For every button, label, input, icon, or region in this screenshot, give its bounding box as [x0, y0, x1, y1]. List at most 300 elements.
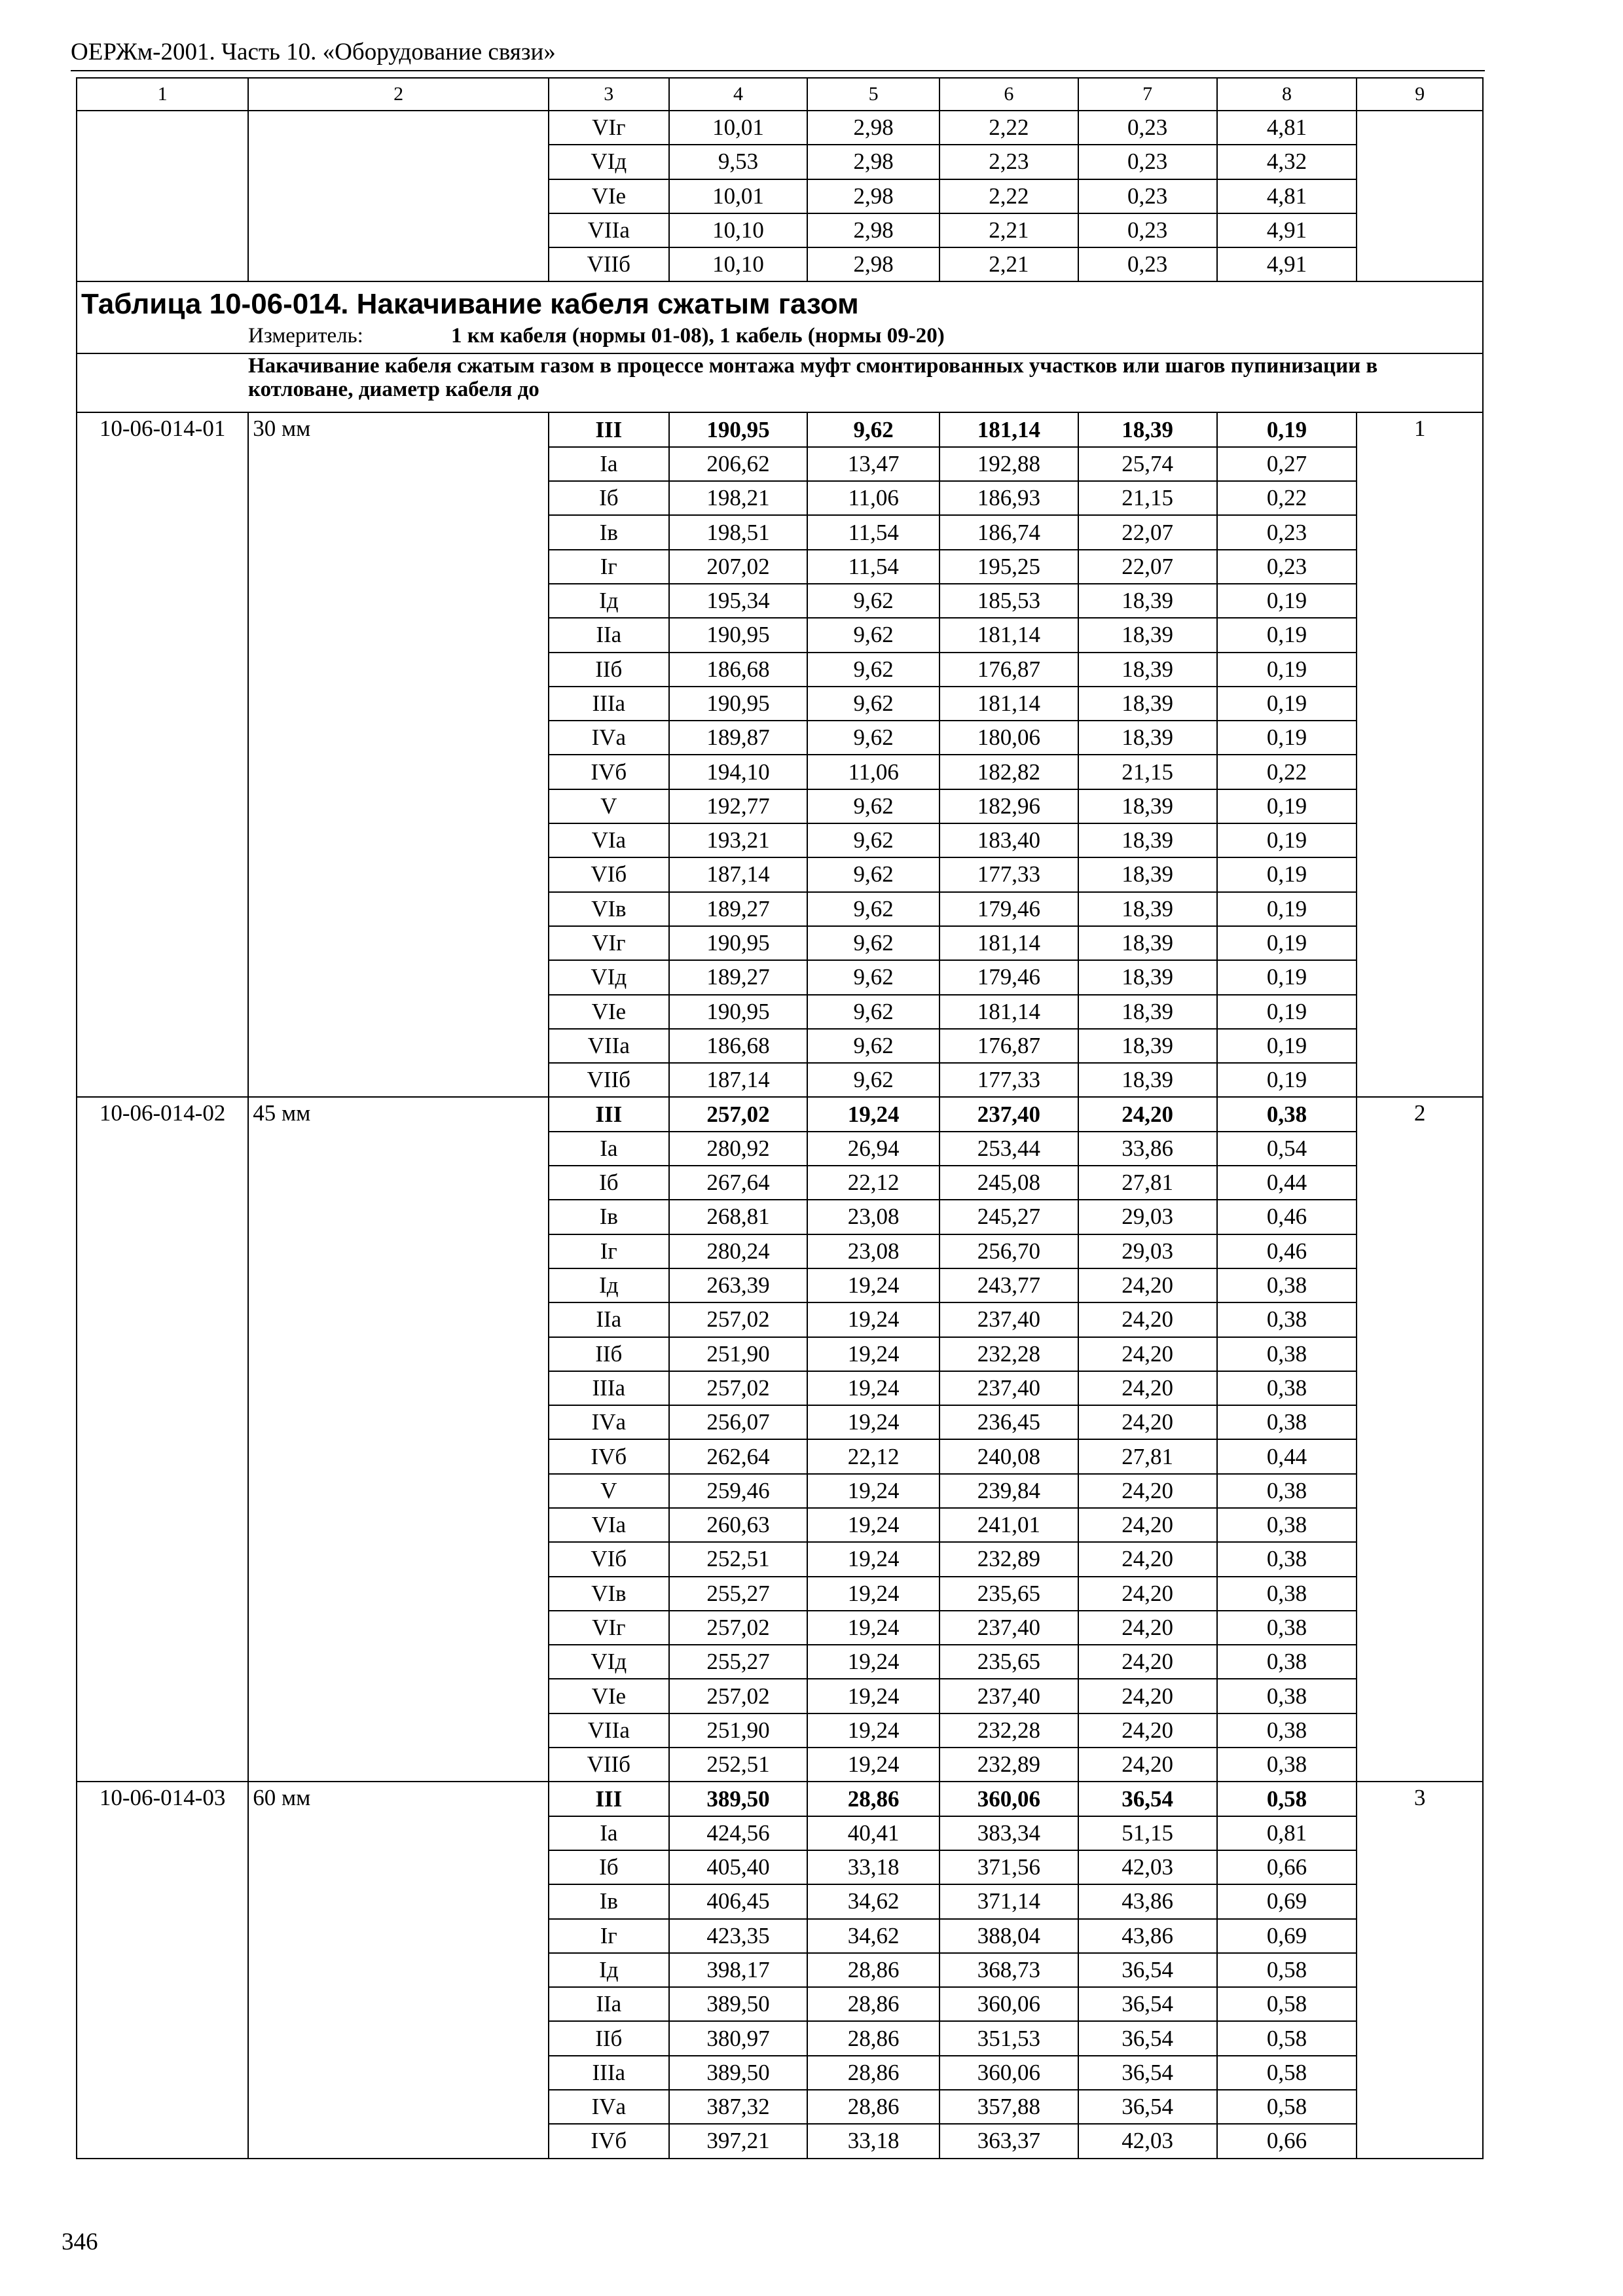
- value-cell: 36,54: [1078, 1782, 1217, 1816]
- value-cell: 0,81: [1217, 1816, 1357, 1850]
- value-cell: 180,06: [939, 721, 1078, 755]
- value-cell: 0,38: [1217, 1302, 1357, 1336]
- value-cell: 0,19: [1217, 823, 1357, 857]
- value-cell: 424,56: [669, 1816, 808, 1850]
- norm-code: 10-06-014-03: [77, 1782, 248, 2158]
- value-cell: 22,12: [807, 1439, 939, 1473]
- value-cell: 0,69: [1217, 1884, 1357, 1918]
- value-cell: 24,20: [1078, 1474, 1217, 1508]
- value-cell: 18,39: [1078, 1063, 1217, 1097]
- value-cell: 189,27: [669, 892, 808, 926]
- value-cell: 0,38: [1217, 1097, 1357, 1131]
- value-cell: 357,88: [939, 2090, 1078, 2124]
- value-cell: 0,19: [1217, 584, 1357, 618]
- value-cell: 257,02: [669, 1611, 808, 1645]
- value-cell: VIе: [549, 179, 669, 213]
- value-cell: IVб: [549, 1439, 669, 1473]
- value-cell: VIд: [549, 1645, 669, 1679]
- value-cell: 23,08: [807, 1200, 939, 1234]
- value-cell: 256,07: [669, 1405, 808, 1439]
- value-cell: 252,51: [669, 1748, 808, 1782]
- value-cell: VIIа: [549, 213, 669, 247]
- value-cell: 29,03: [1078, 1200, 1217, 1234]
- column-number: 1: [77, 78, 248, 111]
- value-cell: 0,23: [1078, 145, 1217, 179]
- value-cell: 237,40: [939, 1097, 1078, 1131]
- column-number: 6: [939, 78, 1078, 111]
- value-cell: 0,38: [1217, 1474, 1357, 1508]
- value-cell: 19,24: [807, 1508, 939, 1542]
- value-cell: 240,08: [939, 1439, 1078, 1473]
- value-cell: 0,38: [1217, 1577, 1357, 1611]
- table-row: [77, 111, 1483, 145]
- value-cell: 24,20: [1078, 1611, 1217, 1645]
- value-cell: 18,39: [1078, 789, 1217, 823]
- value-cell: 423,35: [669, 1919, 808, 1953]
- value-cell: 4,91: [1217, 247, 1357, 281]
- value-cell: V: [549, 1474, 669, 1508]
- value-cell: 2,98: [807, 247, 939, 281]
- value-cell: 198,21: [669, 481, 808, 515]
- value-cell: 181,14: [939, 618, 1078, 652]
- value-cell: 18,39: [1078, 995, 1217, 1029]
- value-cell: 19,24: [807, 1097, 939, 1131]
- value-cell: 398,17: [669, 1953, 808, 1987]
- value-cell: 18,39: [1078, 721, 1217, 755]
- value-cell: 257,02: [669, 1097, 808, 1131]
- value-cell: IIб: [549, 1337, 669, 1371]
- value-cell: 36,54: [1078, 1953, 1217, 1987]
- value-cell: 371,56: [939, 1850, 1078, 1884]
- value-cell: 0,19: [1217, 687, 1357, 721]
- value-cell: 2,22: [939, 179, 1078, 213]
- value-cell: III: [549, 1782, 669, 1816]
- value-cell: 33,18: [807, 2124, 939, 2158]
- value-cell: 0,19: [1217, 618, 1357, 652]
- value-cell: 9,62: [807, 960, 939, 994]
- value-cell: 9,62: [807, 857, 939, 891]
- value-cell: 368,73: [939, 1953, 1078, 1987]
- measure-line: [81, 323, 1478, 349]
- value-cell: 2,98: [807, 179, 939, 213]
- value-cell: VIв: [549, 1577, 669, 1611]
- value-cell: 0,58: [1217, 2021, 1357, 2055]
- value-cell: VIIб: [549, 1063, 669, 1097]
- value-cell: Iд: [549, 584, 669, 618]
- norm-name: 30 мм: [248, 412, 549, 1097]
- value-cell: 42,03: [1078, 2124, 1217, 2158]
- column-number: 4: [669, 78, 808, 111]
- value-cell: IIб: [549, 2021, 669, 2055]
- value-cell: 0,19: [1217, 1029, 1357, 1063]
- value-cell: 190,95: [669, 995, 808, 1029]
- value-cell: 0,54: [1217, 1132, 1357, 1166]
- value-cell: 24,20: [1078, 1748, 1217, 1782]
- value-cell: 19,24: [807, 1679, 939, 1713]
- value-cell: 28,86: [807, 2090, 939, 2124]
- value-cell: 0,38: [1217, 1508, 1357, 1542]
- column-number: 3: [549, 78, 669, 111]
- value-cell: 0,66: [1217, 1850, 1357, 1884]
- value-cell: 182,96: [939, 789, 1078, 823]
- value-cell: VIг: [549, 926, 669, 960]
- header-rule: [71, 70, 1485, 71]
- value-cell: VIг: [549, 1611, 669, 1645]
- value-cell: 9,62: [807, 789, 939, 823]
- value-cell: 19,24: [807, 1748, 939, 1782]
- number-cell-empty: [1357, 111, 1483, 281]
- value-cell: 0,44: [1217, 1439, 1357, 1473]
- value-cell: 263,39: [669, 1268, 808, 1302]
- value-cell: 185,53: [939, 584, 1078, 618]
- value-cell: 256,70: [939, 1234, 1078, 1268]
- value-cell: IIIа: [549, 1371, 669, 1405]
- value-cell: 23,08: [807, 1234, 939, 1268]
- value-cell: IIб: [549, 653, 669, 687]
- column-number: 7: [1078, 78, 1217, 111]
- value-cell: 0,66: [1217, 2124, 1357, 2158]
- value-cell: 232,89: [939, 1748, 1078, 1782]
- value-cell: 9,62: [807, 892, 939, 926]
- value-cell: 198,51: [669, 515, 808, 549]
- value-cell: 262,64: [669, 1439, 808, 1473]
- value-cell: 181,14: [939, 412, 1078, 446]
- value-cell: V: [549, 789, 669, 823]
- value-cell: 24,20: [1078, 1645, 1217, 1679]
- value-cell: 0,38: [1217, 1371, 1357, 1405]
- value-cell: 36,54: [1078, 2090, 1217, 2124]
- value-cell: 33,86: [1078, 1132, 1217, 1166]
- value-cell: 280,24: [669, 1234, 808, 1268]
- value-cell: 2,23: [939, 145, 1078, 179]
- value-cell: IVа: [549, 2090, 669, 2124]
- value-cell: 260,63: [669, 1508, 808, 1542]
- value-cell: Iд: [549, 1953, 669, 1987]
- value-cell: 0,38: [1217, 1748, 1357, 1782]
- value-cell: 10,01: [669, 179, 808, 213]
- value-cell: 21,15: [1078, 755, 1217, 789]
- value-cell: 236,45: [939, 1405, 1078, 1439]
- norm-number: 1: [1357, 412, 1483, 1097]
- value-cell: 232,28: [939, 1337, 1078, 1371]
- value-cell: 0,38: [1217, 1713, 1357, 1748]
- value-cell: 9,62: [807, 1063, 939, 1097]
- value-cell: 19,24: [807, 1474, 939, 1508]
- value-cell: 19,24: [807, 1577, 939, 1611]
- value-cell: 28,86: [807, 2021, 939, 2055]
- value-cell: 207,02: [669, 550, 808, 584]
- value-cell: 189,27: [669, 960, 808, 994]
- value-cell: Iб: [549, 1166, 669, 1200]
- table-title: Таблица 10-06-014. Накачивание кабеля сжатым газом: [81, 288, 859, 321]
- value-cell: 22,12: [807, 1166, 939, 1200]
- value-cell: 251,90: [669, 1713, 808, 1748]
- value-cell: IIа: [549, 1302, 669, 1336]
- table-title-cell: [77, 281, 1483, 353]
- value-cell: 255,27: [669, 1577, 808, 1611]
- value-cell: Iа: [549, 1132, 669, 1166]
- value-cell: Iв: [549, 1200, 669, 1234]
- value-cell: 0,19: [1217, 892, 1357, 926]
- value-cell: VIIа: [549, 1713, 669, 1748]
- value-cell: 0,58: [1217, 2056, 1357, 2090]
- value-cell: 19,24: [807, 1337, 939, 1371]
- value-cell: 177,33: [939, 857, 1078, 891]
- value-cell: 0,19: [1217, 960, 1357, 994]
- value-cell: Iг: [549, 550, 669, 584]
- value-cell: 18,39: [1078, 412, 1217, 446]
- value-cell: 19,24: [807, 1268, 939, 1302]
- value-cell: 179,46: [939, 892, 1078, 926]
- value-cell: 18,39: [1078, 960, 1217, 994]
- value-cell: 189,87: [669, 721, 808, 755]
- value-cell: 9,62: [807, 412, 939, 446]
- value-cell: IVб: [549, 2124, 669, 2158]
- value-cell: 179,46: [939, 960, 1078, 994]
- value-cell: 18,39: [1078, 892, 1217, 926]
- value-cell: 11,06: [807, 481, 939, 515]
- value-cell: Iг: [549, 1234, 669, 1268]
- value-cell: 24,20: [1078, 1097, 1217, 1131]
- value-cell: 11,54: [807, 550, 939, 584]
- value-cell: IIа: [549, 1987, 669, 2021]
- value-cell: 176,87: [939, 1029, 1078, 1063]
- value-cell: 0,23: [1078, 213, 1217, 247]
- value-cell: 406,45: [669, 1884, 808, 1918]
- value-cell: 2,98: [807, 111, 939, 145]
- value-cell: Iб: [549, 1850, 669, 1884]
- value-cell: 4,81: [1217, 179, 1357, 213]
- value-cell: 182,82: [939, 755, 1078, 789]
- value-cell: 0,38: [1217, 1542, 1357, 1576]
- value-cell: 36,54: [1078, 1987, 1217, 2021]
- column-number: 8: [1217, 78, 1357, 111]
- name-cell-empty: [248, 111, 549, 281]
- value-cell: VIIб: [549, 247, 669, 281]
- value-cell: 2,98: [807, 213, 939, 247]
- value-cell: IIIа: [549, 687, 669, 721]
- value-cell: 186,68: [669, 653, 808, 687]
- value-cell: 0,38: [1217, 1679, 1357, 1713]
- value-cell: 24,20: [1078, 1337, 1217, 1371]
- value-cell: 9,62: [807, 721, 939, 755]
- value-cell: 18,39: [1078, 584, 1217, 618]
- value-cell: VIа: [549, 1508, 669, 1542]
- table-row: [77, 1097, 1483, 1131]
- value-cell: 18,39: [1078, 823, 1217, 857]
- value-cell: 257,02: [669, 1302, 808, 1336]
- value-cell: 235,65: [939, 1577, 1078, 1611]
- value-cell: 237,40: [939, 1302, 1078, 1336]
- value-cell: 177,33: [939, 1063, 1078, 1097]
- value-cell: 4,81: [1217, 111, 1357, 145]
- value-cell: 51,15: [1078, 1816, 1217, 1850]
- value-cell: 245,08: [939, 1166, 1078, 1200]
- value-cell: III: [549, 412, 669, 446]
- value-cell: 19,24: [807, 1611, 939, 1645]
- value-cell: 388,04: [939, 1919, 1078, 1953]
- value-cell: 9,62: [807, 618, 939, 652]
- code-cell-empty: [77, 111, 248, 281]
- value-cell: 9,62: [807, 687, 939, 721]
- value-cell: 237,40: [939, 1611, 1078, 1645]
- value-cell: 0,19: [1217, 412, 1357, 446]
- value-cell: 243,77: [939, 1268, 1078, 1302]
- value-cell: 245,27: [939, 1200, 1078, 1234]
- value-cell: 24,20: [1078, 1679, 1217, 1713]
- column-number: 5: [807, 78, 939, 111]
- value-cell: 42,03: [1078, 1850, 1217, 1884]
- value-cell: 186,74: [939, 515, 1078, 549]
- value-cell: VIд: [549, 145, 669, 179]
- page-number: 346: [62, 2229, 98, 2255]
- value-cell: 27,81: [1078, 1439, 1217, 1473]
- value-cell: 19,24: [807, 1713, 939, 1748]
- value-cell: 190,95: [669, 687, 808, 721]
- value-cell: 232,28: [939, 1713, 1078, 1748]
- value-cell: VIб: [549, 1542, 669, 1576]
- value-cell: 19,24: [807, 1542, 939, 1576]
- value-cell: 192,88: [939, 447, 1078, 481]
- value-cell: 237,40: [939, 1679, 1078, 1713]
- value-cell: 10,01: [669, 111, 808, 145]
- value-cell: Iд: [549, 1268, 669, 1302]
- value-cell: 18,39: [1078, 653, 1217, 687]
- running-header: ОЕРЖм-2001. Часть 10. «Оборудование связи»: [71, 39, 556, 65]
- value-cell: 9,62: [807, 823, 939, 857]
- value-cell: 397,21: [669, 2124, 808, 2158]
- value-cell: 280,92: [669, 1132, 808, 1166]
- value-cell: 24,20: [1078, 1713, 1217, 1748]
- value-cell: VIб: [549, 857, 669, 891]
- value-cell: 0,58: [1217, 1782, 1357, 1816]
- value-cell: 0,23: [1078, 179, 1217, 213]
- value-cell: 195,34: [669, 584, 808, 618]
- value-cell: 252,51: [669, 1542, 808, 1576]
- norm-name: 60 мм: [248, 1782, 549, 2158]
- value-cell: 28,86: [807, 1782, 939, 1816]
- value-cell: 0,23: [1217, 550, 1357, 584]
- value-cell: 0,38: [1217, 1611, 1357, 1645]
- norm-name: 45 мм: [248, 1097, 549, 1782]
- value-cell: 9,62: [807, 926, 939, 960]
- value-cell: 40,41: [807, 1816, 939, 1850]
- value-cell: 195,25: [939, 550, 1078, 584]
- value-cell: 389,50: [669, 2056, 808, 2090]
- value-cell: 28,86: [807, 1953, 939, 1987]
- value-cell: 380,97: [669, 2021, 808, 2055]
- value-cell: 19,24: [807, 1371, 939, 1405]
- value-cell: Iа: [549, 447, 669, 481]
- value-cell: 2,21: [939, 213, 1078, 247]
- value-cell: 190,95: [669, 926, 808, 960]
- table-description-row: [77, 353, 1483, 412]
- value-cell: 36,54: [1078, 2056, 1217, 2090]
- table-description-cell: [77, 353, 1483, 412]
- value-cell: 24,20: [1078, 1371, 1217, 1405]
- value-cell: 183,40: [939, 823, 1078, 857]
- value-cell: 0,23: [1078, 111, 1217, 145]
- value-cell: 29,03: [1078, 1234, 1217, 1268]
- value-cell: 0,22: [1217, 755, 1357, 789]
- value-cell: 18,39: [1078, 618, 1217, 652]
- value-cell: IVб: [549, 755, 669, 789]
- value-cell: 0,46: [1217, 1234, 1357, 1268]
- value-cell: Iб: [549, 481, 669, 515]
- value-cell: 186,93: [939, 481, 1078, 515]
- value-cell: 241,01: [939, 1508, 1078, 1542]
- value-cell: 360,06: [939, 1987, 1078, 2021]
- value-cell: 383,34: [939, 1816, 1078, 1850]
- value-cell: 22,07: [1078, 515, 1217, 549]
- value-cell: 0,27: [1217, 447, 1357, 481]
- table-row: [77, 1782, 1483, 1816]
- value-cell: 257,02: [669, 1371, 808, 1405]
- value-cell: 255,27: [669, 1645, 808, 1679]
- value-cell: 19,24: [807, 1645, 939, 1679]
- value-cell: 36,54: [1078, 2021, 1217, 2055]
- value-cell: VIIа: [549, 1029, 669, 1063]
- value-cell: 24,20: [1078, 1542, 1217, 1576]
- value-cell: 253,44: [939, 1132, 1078, 1166]
- value-cell: 206,62: [669, 447, 808, 481]
- value-cell: 21,15: [1078, 481, 1217, 515]
- value-cell: 0,19: [1217, 857, 1357, 891]
- value-cell: 24,20: [1078, 1302, 1217, 1336]
- column-numbers-row: [77, 78, 1483, 111]
- value-cell: 19,24: [807, 1405, 939, 1439]
- value-cell: 405,40: [669, 1850, 808, 1884]
- value-cell: 24,20: [1078, 1577, 1217, 1611]
- value-cell: VIд: [549, 960, 669, 994]
- value-cell: 190,95: [669, 412, 808, 446]
- value-cell: 0,58: [1217, 2090, 1357, 2124]
- value-cell: Iг: [549, 1919, 669, 1953]
- value-cell: 4,32: [1217, 145, 1357, 179]
- value-cell: 34,62: [807, 1919, 939, 1953]
- value-cell: 18,39: [1078, 857, 1217, 891]
- value-cell: 187,14: [669, 857, 808, 891]
- value-cell: 0,58: [1217, 1953, 1357, 1987]
- value-cell: 10,10: [669, 247, 808, 281]
- column-number: 2: [248, 78, 549, 111]
- value-cell: 0,46: [1217, 1200, 1357, 1234]
- value-cell: 0,19: [1217, 789, 1357, 823]
- value-cell: VIа: [549, 823, 669, 857]
- value-cell: 24,20: [1078, 1268, 1217, 1302]
- value-cell: III: [549, 1097, 669, 1131]
- value-cell: 9,62: [807, 995, 939, 1029]
- norm-code: 10-06-014-01: [77, 412, 248, 1097]
- value-cell: Iв: [549, 1884, 669, 1918]
- value-cell: 2,21: [939, 247, 1078, 281]
- table-title-row: [77, 281, 1483, 353]
- value-cell: 239,84: [939, 1474, 1078, 1508]
- value-cell: 11,06: [807, 755, 939, 789]
- value-cell: 27,81: [1078, 1166, 1217, 1200]
- value-cell: 232,89: [939, 1542, 1078, 1576]
- value-cell: 181,14: [939, 926, 1078, 960]
- value-cell: 10,10: [669, 213, 808, 247]
- value-cell: 257,02: [669, 1679, 808, 1713]
- value-cell: 22,07: [1078, 550, 1217, 584]
- value-cell: Iв: [549, 515, 669, 549]
- column-number: 9: [1357, 78, 1483, 111]
- value-cell: IIIа: [549, 2056, 669, 2090]
- value-cell: Iа: [549, 1816, 669, 1850]
- value-cell: 360,06: [939, 1782, 1078, 1816]
- value-cell: IVа: [549, 721, 669, 755]
